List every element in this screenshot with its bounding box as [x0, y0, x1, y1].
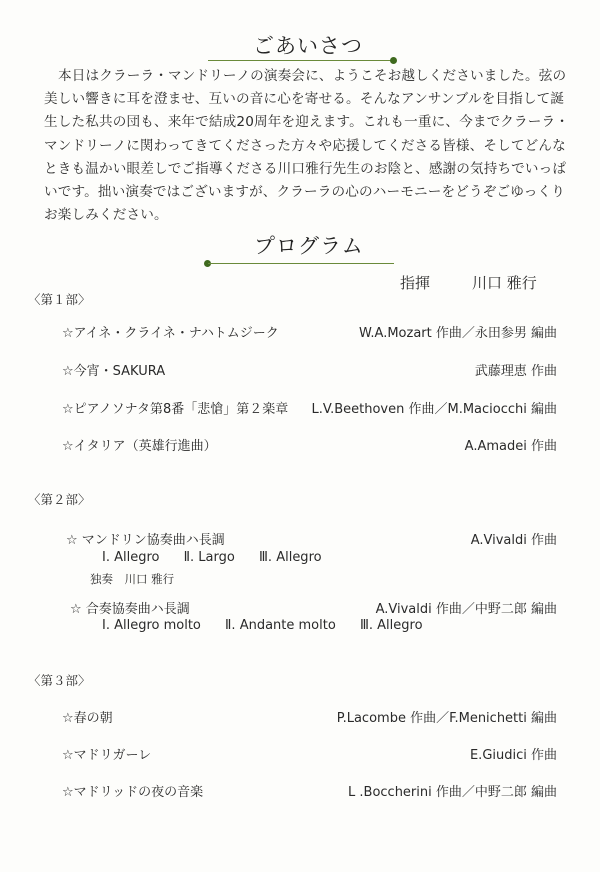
conductor-name: 川口 雅行 [472, 274, 537, 292]
program-title-rule [208, 263, 394, 264]
piece-credit: A.Amadei 作曲 [464, 439, 557, 454]
movement: Ⅲ. Allegro [258, 550, 322, 565]
piece-credit: E.Giudici 作曲 [469, 748, 557, 763]
part-2-label: 〈第２部〉 [28, 492, 91, 507]
piece-title: ☆ 合奏協奏曲ハ長調 [70, 602, 190, 617]
greeting-line: 美しい響きに耳を澄ませ、互いの音に心を寄せる。そんなアンサンブルを目指して誕 [44, 91, 565, 108]
movement: Ⅰ. Allegro [102, 550, 160, 565]
piece-title: ☆イタリア（英雄行進曲） [62, 439, 217, 454]
piece-title: ☆マドリガーレ [62, 748, 152, 763]
greeting-line: マンドリーノに関わってきてくださった方々や応援してくださる皆様、そしてどんな [44, 137, 566, 154]
greeting-title-dot [390, 57, 397, 64]
piece-title: ☆ピアノソナタ第8番「悲愴」第２楽章 [62, 402, 289, 417]
piece-title: ☆アイネ・クライネ・ナハトムジーク [62, 326, 279, 341]
soloist: 独奏 川口 雅行 [90, 572, 175, 586]
program-title: プログラム [254, 234, 364, 258]
greeting-title-rule [208, 60, 394, 61]
movement: Ⅲ. Allegro [359, 618, 423, 633]
piece-credit: P.Lacombe 作曲／F.Menichetti 編曲 [336, 711, 557, 726]
part-3-label: 〈第３部〉 [28, 673, 91, 688]
piece-title: ☆今宵・SAKURA [62, 364, 166, 379]
greeting-line: お楽しみください。 [44, 207, 168, 224]
conductor-label: 指揮 [400, 274, 431, 292]
piece-credit: L .Boccherini 作曲／中野二郎 編曲 [348, 785, 557, 800]
movement: Ⅱ. Andante molto [225, 618, 336, 633]
piece-title: ☆春の朝 [62, 711, 113, 726]
part-1-label: 〈第１部〉 [28, 292, 91, 307]
greeting-title: ごあいさつ [253, 34, 363, 58]
movement: Ⅰ. Allegro molto [102, 618, 201, 633]
greeting-line: いです。拙い演奏ではございますが、クラーラの心のハーモニーをどうぞごゆっくり [44, 184, 566, 201]
piece-credit: 武藤理恵 作曲 [474, 364, 557, 379]
piece-credit: A.Vivaldi 作曲 [470, 533, 557, 548]
movement-list [102, 550, 342, 565]
piece-title: ☆マドリッドの夜の音楽 [62, 785, 204, 800]
greeting-line: 本日はクラーラ・マンドリーノの演奏会に、ようこそお越しくださいました。弦の [58, 68, 567, 84]
greeting-line: 生した私共の団も、来年で結成20周年を迎えます。これも一重に、今までクラーラ・ [44, 114, 570, 131]
greeting-paragraph [44, 65, 570, 227]
piece-credit: W.A.Mozart 作曲／永田参男 編曲 [359, 326, 557, 341]
piece-credit: A.Vivaldi 作曲／中野二郎 編曲 [375, 602, 557, 617]
movement-list [102, 618, 443, 633]
piece-credit: L.V.Beethoven 作曲／M.Maciocchi 編曲 [311, 402, 557, 417]
movement: Ⅱ. Largo [183, 550, 235, 565]
piece-title: ☆ マンドリン協奏曲ハ長調 [66, 533, 225, 548]
greeting-line: ときも温かい眼差しでご指導くださる川口雅行先生のお陰と、感謝の気持ちでいっぱ [44, 160, 567, 177]
